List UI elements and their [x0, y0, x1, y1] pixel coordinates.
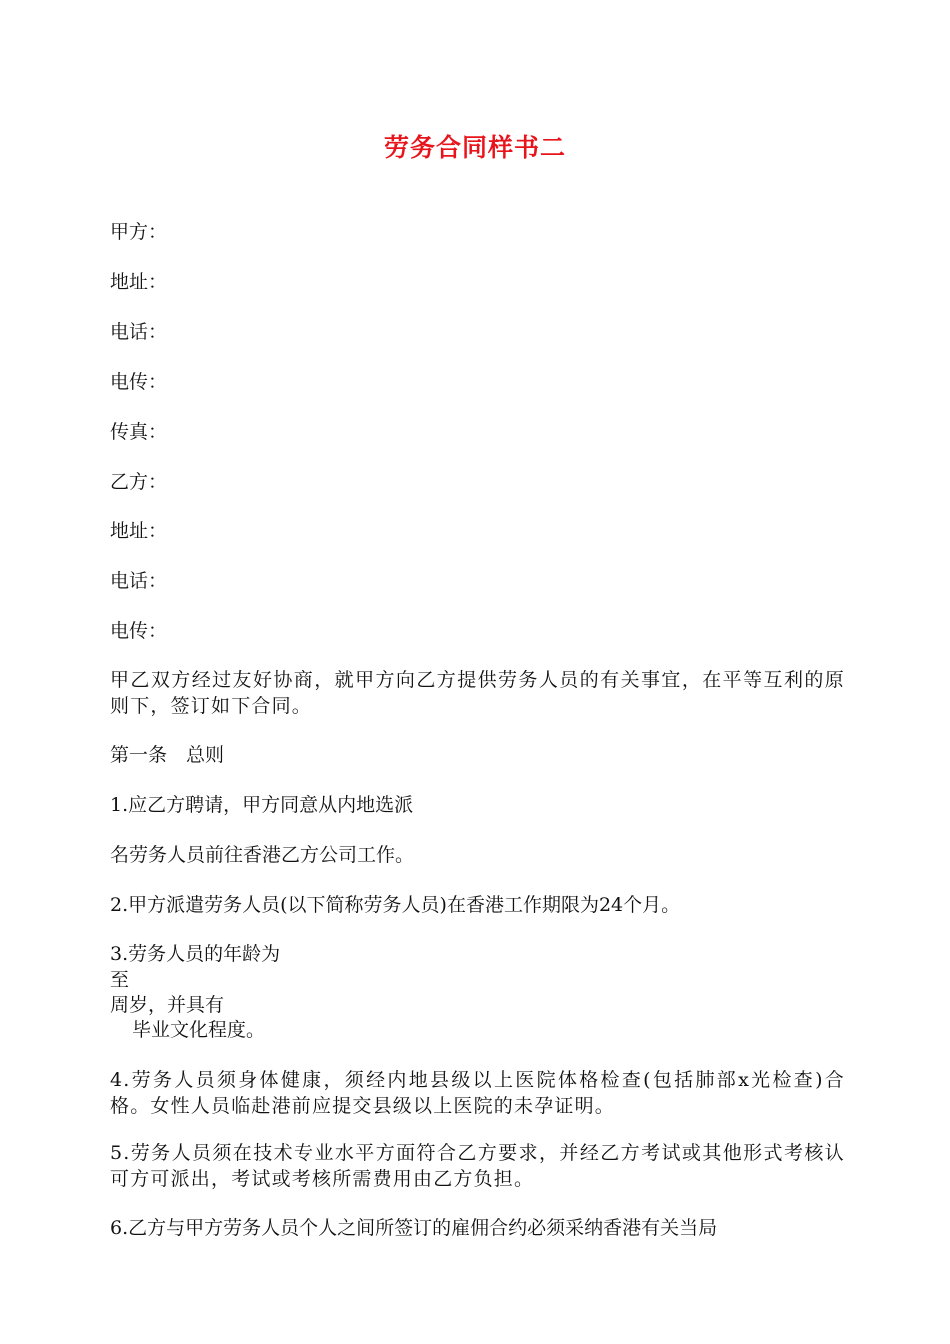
document-title: 劳务合同样书二	[383, 133, 566, 162]
party-a-telex-label: 电传：	[110, 371, 168, 393]
party-a-fax-label: 传真：	[110, 421, 168, 443]
clause-3-line-3: 周岁，并具有	[110, 994, 225, 1016]
party-a-address-label: 地址：	[110, 271, 168, 293]
party-b-telex-label: 电传：	[110, 620, 168, 642]
clause-1-line-1: 1.应乙方聘请，甲方同意从内地选派	[110, 794, 414, 816]
party-a-name-label: 甲方：	[110, 221, 168, 243]
article-1-heading: 第一条 总则	[110, 744, 225, 766]
clause-4: 4.劳务人员须身体健康，须经内地县级以上医院体格检查(包括肺部x光检查)合格。女性人员临赴港前应提交县级以上医院的未孕证明。	[110, 1069, 845, 1117]
clause-3-line-4: 毕业文化程度。	[132, 1019, 266, 1041]
party-a-phone-label: 电话：	[110, 321, 168, 343]
party-b-address-label: 地址：	[110, 520, 168, 542]
clause-3-line-1: 3.劳务人员的年龄为	[110, 943, 281, 965]
party-b-phone-label: 电话：	[110, 570, 168, 592]
clause-6: 6.乙方与甲方劳务人员个人之间所签订的雇佣合约必须采纳香港有关当局	[110, 1217, 718, 1239]
clause-1-line-2: 名劳务人员前往香港乙方公司工作。	[110, 844, 415, 866]
clause-5: 5.劳务人员须在技术专业水平方面符合乙方要求，并经乙方考试或其他形式考核认可方可派出，考试或考核所需费用由乙方负担。	[110, 1142, 845, 1190]
clause-3-line-2: 至	[110, 969, 130, 991]
preamble-paragraph: 甲乙双方经过友好协商，就甲方向乙方提供劳务人员的有关事宜，在平等互利的原则下，签订如下合同。	[110, 669, 845, 717]
clause-2: 2.甲方派遣劳务人员(以下简称劳务人员)在香港工作期限为24个月。	[110, 894, 681, 916]
party-b-name-label: 乙方：	[110, 471, 168, 493]
